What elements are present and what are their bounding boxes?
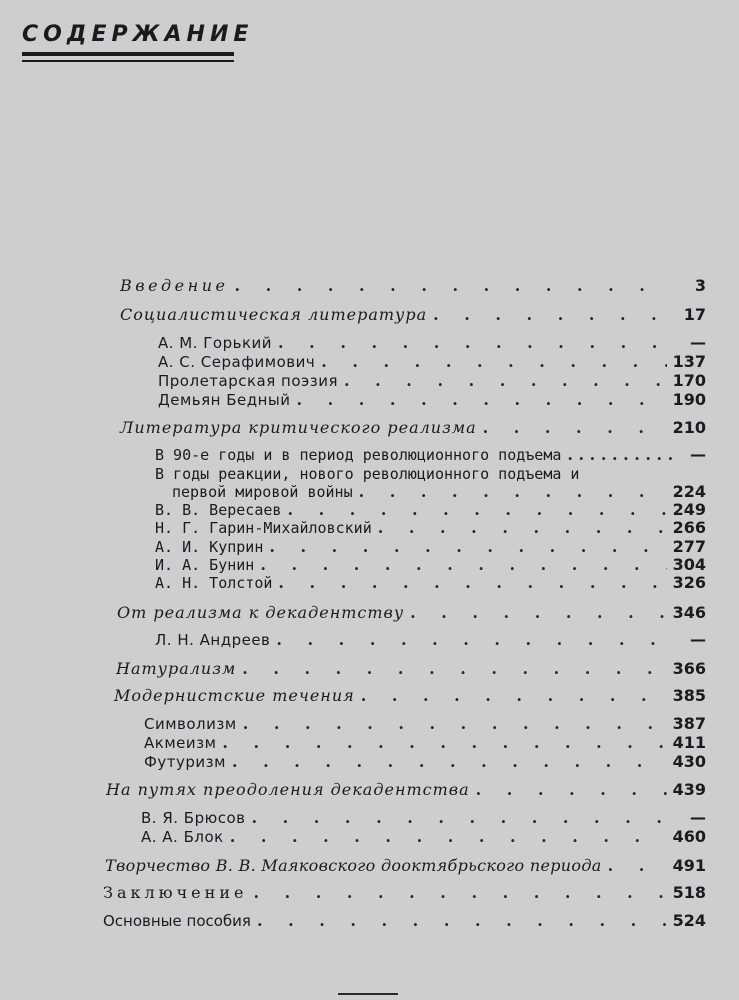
toc-entry-kuprin[interactable] [155,537,706,557]
toc-entry-page: 210 [672,418,706,437]
toc-entry-socialist-literature[interactable] [120,305,706,325]
toc-entry-label: Заключение [103,883,248,902]
toc-entry-bryusov[interactable] [141,808,706,828]
toc-entry-label: Основные пособия [103,912,251,930]
toc-entry-page: 170 [672,371,706,390]
toc-entry-page: 518 [672,883,706,902]
toc-entry-main-references[interactable] [103,911,706,931]
toc-entry-label: В. В. Вересаев [155,501,282,519]
toc-entry-page: 491 [672,856,706,875]
dot-leader [222,733,666,753]
toc-entry-futurism[interactable] [144,752,706,772]
dot-leader [257,911,667,931]
toc-entry-page: — [690,445,706,464]
toc-entry-serafimovich[interactable] [158,352,706,372]
dot-leader [234,276,672,296]
dot-leader [483,418,667,438]
toc-entry-label: Творчество В. В. Маяковского дооктябрьского периода [105,856,602,875]
dot-leader [410,603,666,623]
toc-entry-label: Натурализм [116,659,237,678]
dot-leader [567,445,672,465]
toc-entry-realism-to-decadence[interactable] [117,603,706,623]
toc-entry-overcoming-decadence[interactable] [106,780,706,800]
toc-entry-label: От реализма к декадентству [117,603,405,622]
dot-leader [232,752,667,772]
toc-entry-page: 346 [672,603,706,622]
toc-entry-introduction[interactable] [120,276,706,296]
dot-leader [321,352,666,372]
toc-entry-page: — [690,333,706,352]
toc-entry-page: 304 [672,555,706,574]
toc-entry-label: Футуризм [144,753,226,771]
dot-leader [344,371,667,391]
toc-entry-label-line2: первой мировой войны [172,483,353,501]
toc-entry-nineties[interactable] [155,445,706,465]
toc-entry-label: А. М. Горький [158,334,273,352]
toc-entry-page: 137 [672,352,706,371]
toc-entry-label: Литература критического реализма [120,418,477,437]
toc-entry-garin-mikhailovsky[interactable] [155,518,706,538]
dot-leader [359,482,667,502]
toc-entry-page: — [690,630,706,649]
toc-entry-label: Пролетарская поэзия [158,372,339,390]
toc-entry-page: 385 [672,686,706,705]
toc-entry-mayakovsky[interactable] [105,856,706,876]
toc-entry-label: Модернистские течения [114,686,355,705]
toc-entry-page: 249 [672,500,706,519]
toc-entry-label: Социалистическая литература [120,305,428,324]
dot-leader [269,537,666,557]
toc-entry-symbolism[interactable] [144,714,706,734]
toc-entry-naturalism[interactable] [116,659,706,679]
toc-entry-page: 266 [672,518,706,537]
toc-entry-label: Л. Н. Андреев [155,631,271,649]
toc-entry-page: 224 [672,482,706,501]
toc-entry-reaction-years[interactable] [155,464,706,484]
toc-entry-veresaev[interactable] [155,500,706,520]
toc-entry-label: Н. Г. Гарин-Михайловский [155,519,372,537]
toc-entry-tolstoy[interactable] [155,573,706,593]
toc-entry-conclusion[interactable] [103,883,706,903]
toc-entry-proletarian-poetry[interactable] [158,371,706,391]
toc-entry-acmeism[interactable] [144,733,706,753]
toc-entry-label: А. И. Куприн [155,538,264,556]
bottom-rule [338,993,398,995]
dot-leader [260,555,666,575]
toc-entry-reaction-years-continued[interactable] [172,482,706,502]
toc-entry-label: А. Н. Толстой [155,574,273,592]
toc-entry-page: 3 [694,276,706,295]
toc-entry-critical-realism[interactable] [120,418,706,438]
toc-entry-page: 430 [672,752,706,771]
toc-entry-page: 366 [672,659,706,678]
toc-entry-gorky[interactable] [158,333,706,353]
toc-entry-page: — [690,808,706,827]
page-title: СОДЕРЖАНИЕ [22,22,254,47]
dot-leader [253,883,666,903]
dot-leader [243,714,667,734]
toc-entry-page: 387 [672,714,706,733]
dot-leader [242,659,666,679]
dot-leader [278,333,672,353]
toc-entry-label: Введение [120,276,229,295]
toc-entry-label: В. Я. Брюсов [141,809,246,827]
dot-leader [276,630,672,650]
toc-entry-label: Акмеизм [144,734,217,752]
toc-entry-bunin[interactable] [155,555,706,575]
dot-leader [297,390,667,410]
dot-leader [278,573,666,593]
toc-entry-demyan-bedny[interactable] [158,390,706,410]
toc-entry-label: И. А. Бунин [155,556,255,574]
toc-entry-page: 460 [672,827,706,846]
toc-entry-page: 17 [683,305,706,324]
dot-leader [433,305,672,325]
toc-entry-label: А. А. Блок [141,828,224,846]
dot-leader [230,827,667,847]
dot-leader [252,808,673,828]
toc-entry-label: Демьян Бедный [158,391,291,409]
toc-entry-page: 524 [672,911,706,930]
toc-entry-label: В годы реакции, нового революционного подъема и [155,465,580,483]
dot-leader [287,500,666,520]
toc-entry-andreev[interactable] [155,630,706,650]
toc-entry-label: В 90-е годы и в период революционного подъема [155,446,562,464]
dot-leader [361,686,667,706]
toc-entry-page: 326 [672,573,706,592]
toc-entry-page: 190 [672,390,706,409]
dot-leader [378,518,667,538]
toc-entry-label: Символизм [144,715,237,733]
toc-entry-page: 277 [672,537,706,556]
toc-entry-modernist-currents[interactable] [114,686,706,706]
toc-entry-page: 411 [672,733,706,752]
toc-entry-label: На путях преодоления декадентства [106,780,470,799]
toc-entry-page: 439 [672,780,706,799]
dot-leader [608,856,667,876]
dot-leader [476,780,667,800]
toc-entry-label: А. С. Серафимович [158,353,316,371]
toc-entry-blok[interactable] [141,827,706,847]
